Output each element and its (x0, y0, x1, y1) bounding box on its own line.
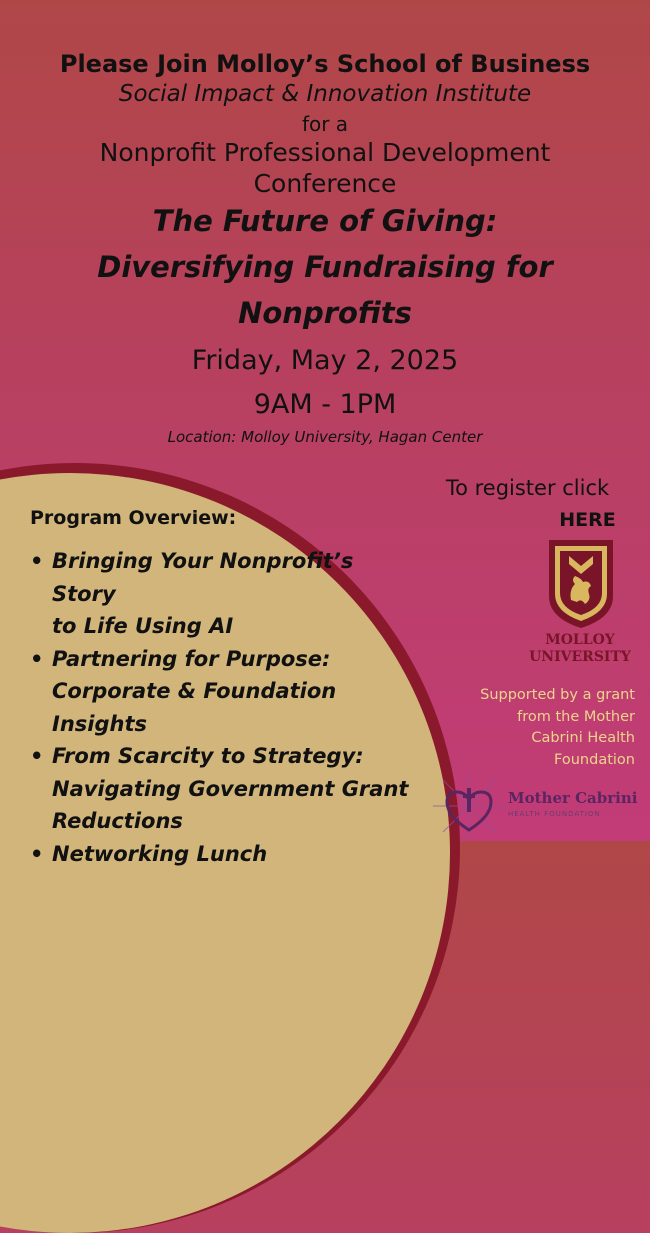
event-title (0, 198, 650, 336)
event-date: Friday, May 2, 2025 (191, 345, 459, 376)
molloy-crest-icon (545, 538, 617, 630)
program-item: • Bringing Your Nonprofit’s Story to Life Using AI (30, 545, 410, 643)
cabrini-logo-name: Mother Cabrini (508, 789, 638, 807)
institute-name: Social Impact & Innovation Institute (118, 81, 532, 107)
molloy-logo-text: MOLLOY UNIVERSITY (529, 632, 631, 665)
conference-line-1: Nonprofit Professional Development (99, 138, 551, 167)
for-a-text: for a (301, 112, 349, 136)
grant-support-text: Supported by a grant from the Mother Cabrini Health Foundation (480, 687, 635, 768)
register-prompt: To register click (445, 476, 610, 500)
program-list (30, 545, 410, 870)
event-location: Location: Molloy University, Hagan Center (167, 428, 483, 446)
program-item: • From Scarcity to Strategy: Navigating Government Grant Reductions (30, 740, 410, 838)
register-link[interactable]: HERE (559, 509, 616, 531)
event-title-line-1: The Future of Giving: (152, 204, 498, 238)
conference-name (0, 137, 650, 199)
cabrini-logo-subtitle: HEALTH FOUNDATION (508, 810, 601, 818)
program-item: • Networking Lunch (30, 838, 410, 871)
program-item: • Partnering for Purpose: Corporate & Foundation Insights (30, 643, 410, 741)
event-time: 9AM - 1PM (253, 389, 397, 420)
event-title-line-2: Diversifying Fundraising for (97, 250, 553, 284)
conference-line-2: Conference (253, 169, 397, 198)
cabrini-heart-icon (433, 774, 505, 838)
invitation-heading: Please Join Molloy’s School of Business (59, 50, 591, 78)
program-heading: Program Overview: (30, 507, 237, 529)
event-title-line-3: Nonprofits (238, 296, 412, 330)
